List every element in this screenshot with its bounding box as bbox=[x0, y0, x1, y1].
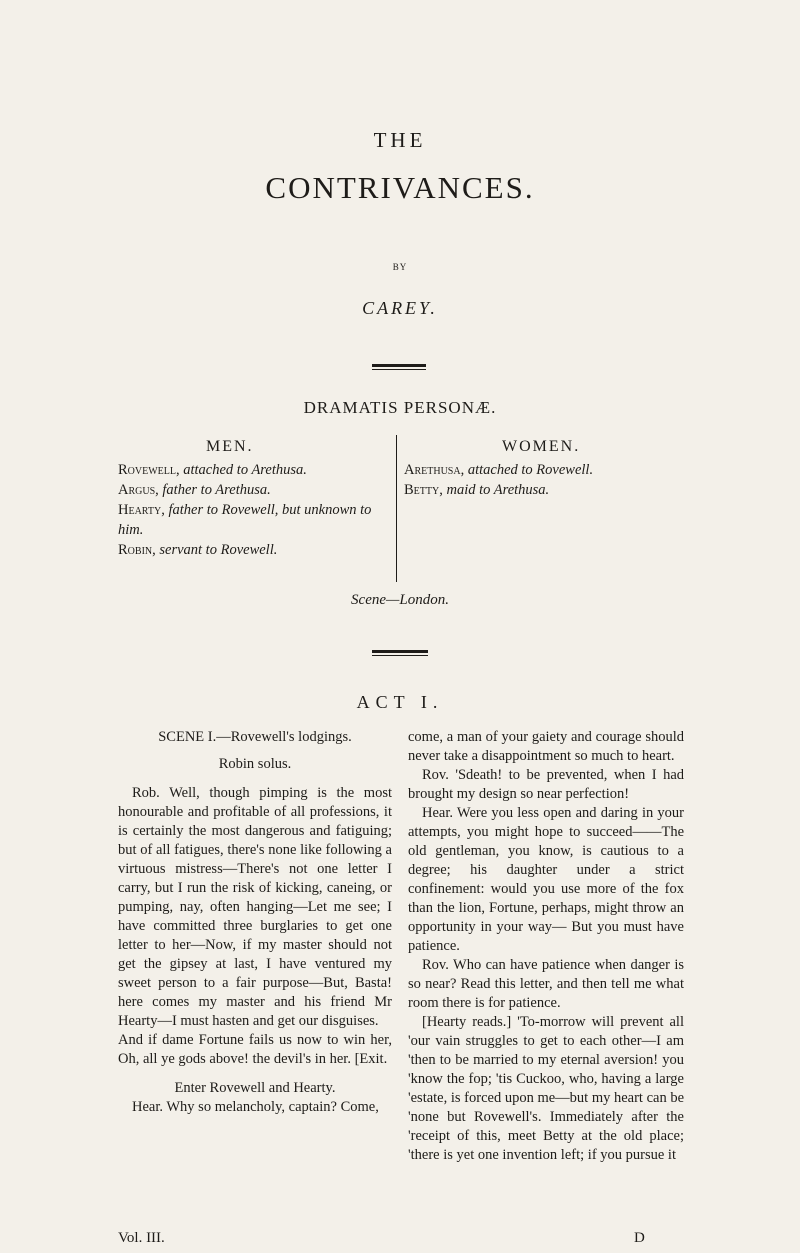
speech: Rov. 'Sdeath! to be prevented, when I had brought my design so near perfection! bbox=[408, 767, 684, 802]
act-heading: ACT I. bbox=[356, 692, 444, 712]
speech: come, a man of your gaiety and courage should never take a disappointment so much to heart. bbox=[408, 729, 684, 764]
couplet: And if dame Fortune fails us now to win her, Oh, all ye gods above! the devil's in her. [Exit. bbox=[118, 1032, 392, 1067]
cast-item: Robin, servant to Rovewell. bbox=[118, 542, 278, 558]
volume-footer: Vol. III. bbox=[118, 1230, 165, 1246]
speech: Rob. Well, though pimping is the most honourable and profitable of all professions, it is certainly the most dangerous and fatiguing; but of all fatigues, there's none like following a virtuous mistress—There's not one letter I carry, but I run the risk of kicking, caneing, or pumping, nay, often hanging—Let me see; I have committed three burglaries to get one letter to her—Now, if my master should not get the gipsey at last, I have ventured my sweet person to a fair purpose—But, Basta! here comes my master and his friend Mr Hearty—I must hasten and get our disguises. bbox=[118, 785, 392, 1029]
ornament-rule-2-thin bbox=[372, 655, 428, 656]
scene-title: SCENE I.—Rovewell's lodgings. bbox=[158, 729, 352, 745]
author-name: CAREY. bbox=[362, 298, 438, 318]
ornament-rule-thin bbox=[372, 369, 426, 370]
ornament-rule-2 bbox=[372, 650, 428, 653]
signature-mark: D bbox=[634, 1230, 645, 1246]
men-heading: MEN. bbox=[206, 438, 254, 455]
speech: Hear. Why so melancholy, captain? Come, bbox=[132, 1099, 379, 1115]
left-column bbox=[118, 728, 392, 1117]
by-line: BY bbox=[392, 262, 408, 272]
stage-direction: Enter Rovewell and Hearty. bbox=[174, 1080, 336, 1096]
cast-item: Betty, maid to Arethusa. bbox=[404, 482, 550, 498]
play-title: CONTRIVANCES. bbox=[265, 170, 535, 205]
right-column bbox=[408, 728, 684, 1165]
women-heading: WOMEN. bbox=[502, 438, 581, 455]
cast-item: Rovewell, attached to Arethusa. bbox=[118, 462, 307, 478]
letter-text: [Hearty reads.] 'To-morrow will prevent all 'our vain struggles to get to each other—I am 'then to be married to my eternal aversion! you 'know the fop; 'tis Cuckoo, who, having a large 'estate, is forced upon me—but my heart can be 'none but Rovewell's. Immediately after the 'receipt of this, meet Betty at the old place; 'there is yet one invention left; if you pursue it bbox=[408, 1014, 685, 1163]
scene-location: Scene—London. bbox=[351, 592, 449, 608]
dramatis-heading: DRAMATIS PERSONÆ. bbox=[303, 398, 497, 417]
column-divider bbox=[396, 435, 397, 582]
speech: Hear. Were you less open and daring in your attempts, you might hope to succeed——The old gentleman, you know, is cautious to a degree; his daughter under a strict confinement: would you use more of the fox than the lion, Fortune, perhaps, might throw an opportunity in your way— But you must have patience. bbox=[408, 805, 684, 954]
cast-item: Argus, father to Arethusa. bbox=[118, 482, 271, 498]
women-list bbox=[404, 460, 694, 500]
stage-direction: Robin solus. bbox=[218, 756, 292, 772]
speech: Rov. Who can have patience when danger is so near? Read this letter, and then tell me what room there is for patience. bbox=[408, 957, 684, 1011]
ornament-rule bbox=[372, 364, 426, 367]
cast-item: Hearty, father to Rovewell, but unknown to him. bbox=[118, 502, 372, 538]
cast-item: Arethusa, attached to Rovewell. bbox=[404, 462, 594, 478]
men-list bbox=[118, 460, 392, 560]
title-the: THE bbox=[373, 128, 427, 152]
